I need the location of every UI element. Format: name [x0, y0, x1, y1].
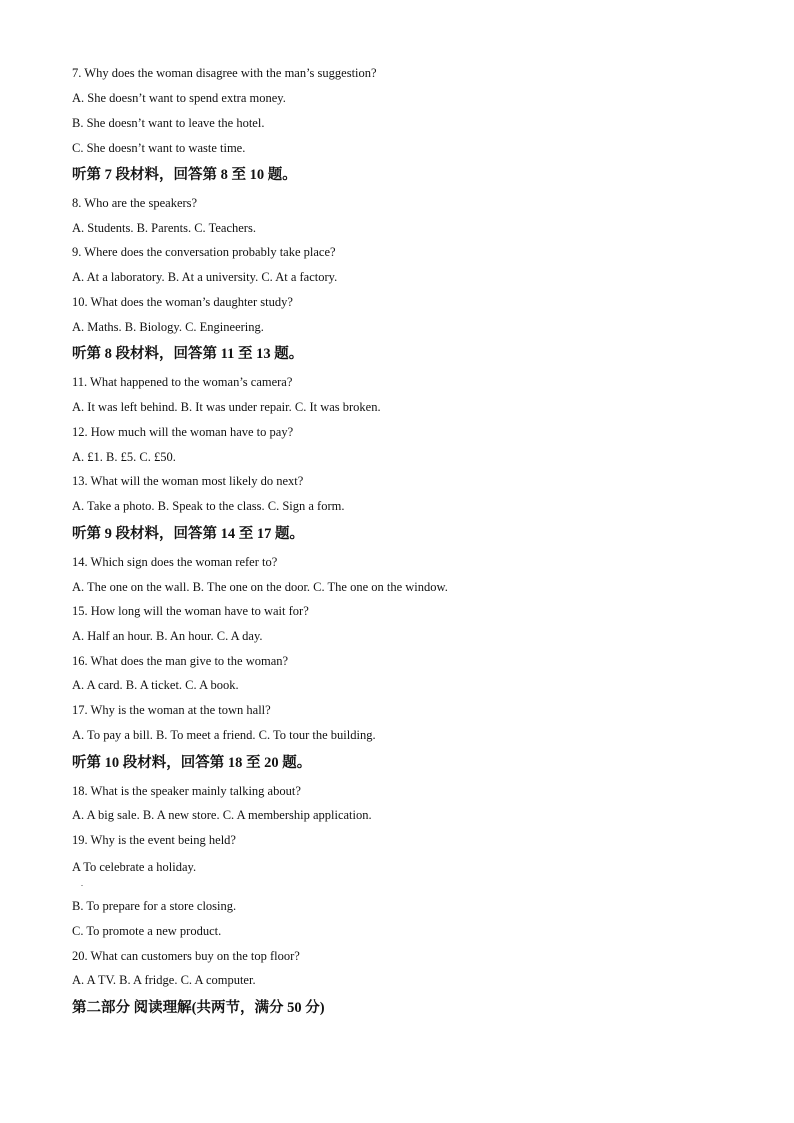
- question-12-options: A. £1. B. £5. C. £50.: [72, 450, 176, 464]
- question-19-option-a: A To celebrate a holiday.: [72, 860, 197, 874]
- question-17: 17. Why is the woman at the town hall?: [72, 703, 271, 717]
- question-11-options: A. It was left behind. B. It was under repair. C. It was broken.: [72, 400, 381, 414]
- question-20: 20. What can customers buy on the top floor?: [72, 949, 300, 963]
- question-16: 16. What does the man give to the woman?: [72, 654, 289, 668]
- question-8: 8. Who are the speakers?: [72, 196, 198, 210]
- question-20-options: A. A TV. B. A fridge. C. A computer.: [72, 973, 256, 987]
- question-18: 18. What is the speaker mainly talking about?: [72, 784, 301, 798]
- question-10: 10. What does the woman’s daughter study?: [72, 295, 293, 309]
- question-14: 14. Which sign does the woman refer to?: [72, 555, 278, 569]
- stray-mark: .: [81, 879, 83, 888]
- question-15: 15. How long will the woman have to wait for?: [72, 604, 309, 618]
- question-11: 11. What happened to the woman’s camera?: [72, 375, 293, 389]
- question-7-option-a: A. She doesn’t want to spend extra money.: [72, 91, 286, 105]
- question-9-options: A. At a laboratory. B. At a university. C. At a factory.: [72, 270, 338, 284]
- question-10-options: A. Maths. B. Biology. C. Engineering.: [72, 320, 264, 334]
- question-7-option-b: B. She doesn’t want to leave the hotel.: [72, 116, 265, 130]
- part-two-heading: 第二部分 阅读理解(共两节，满分 50 分): [72, 1000, 325, 1016]
- section-heading-7: 听第 7 段材料，回答第 8 至 10 题。: [72, 167, 297, 183]
- section-heading-10: 听第 10 段材料，回答第 18 至 20 题。: [72, 755, 312, 771]
- question-17-options: A. To pay a bill. B. To meet a friend. C. To tour the building.: [72, 728, 376, 742]
- section-heading-8: 听第 8 段材料，回答第 11 至 13 题。: [72, 346, 304, 362]
- question-13: 13. What will the woman most likely do next?: [72, 474, 304, 488]
- question-8-options: A. Students. B. Parents. C. Teachers.: [72, 221, 256, 235]
- section-heading-9: 听第 9 段材料，回答第 14 至 17 题。: [72, 526, 304, 542]
- question-7: 7. Why does the woman disagree with the man’s suggestion?: [72, 66, 377, 80]
- question-7-option-c: C. She doesn’t want to waste time.: [72, 141, 246, 155]
- question-19-option-c: C. To promote a new product.: [72, 924, 222, 938]
- question-15-options: A. Half an hour. B. An hour. C. A day.: [72, 629, 263, 643]
- question-19-option-b: B. To prepare for a store closing.: [72, 899, 237, 913]
- question-16-options: A. A card. B. A ticket. C. A book.: [72, 678, 239, 692]
- question-12: 12. How much will the woman have to pay?: [72, 425, 294, 439]
- question-14-options: A. The one on the wall. B. The one on the door. C. The one on the window.: [72, 580, 448, 594]
- question-19: 19. Why is the event being held?: [72, 833, 236, 847]
- question-13-options: A. Take a photo. B. Speak to the class. C. Sign a form.: [72, 499, 345, 513]
- question-9: 9. Where does the conversation probably take place?: [72, 245, 336, 259]
- question-18-options: A. A big sale. B. A new store. C. A membership application.: [72, 808, 372, 822]
